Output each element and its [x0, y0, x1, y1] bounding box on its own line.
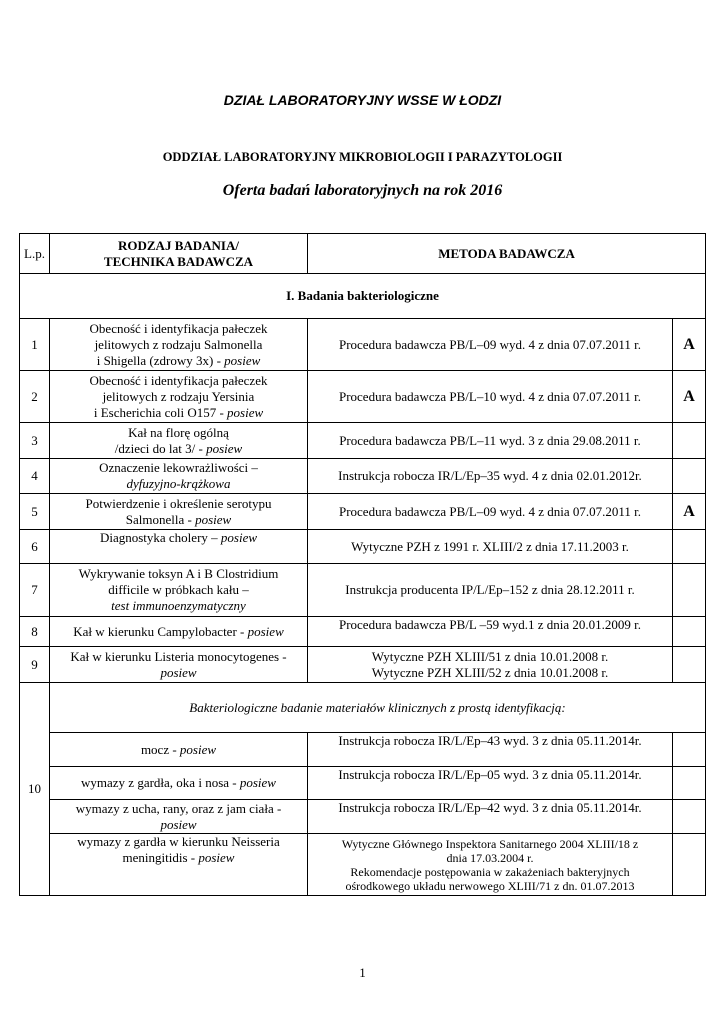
col-type-header [50, 234, 308, 274]
row-type [50, 530, 308, 564]
row-lp: 5 [20, 494, 50, 530]
row-lp: 9 [20, 647, 50, 683]
row-type [50, 564, 308, 617]
row-type-italic: posiew [160, 816, 197, 832]
row-lp: 2 [20, 371, 50, 423]
row-type-italic: posiew [224, 352, 261, 368]
row-method: Instrukcja robocza IR/L/Ep–05 wyd. 3 z dnia 05.11.2014r. [308, 767, 673, 800]
accreditation-mark [673, 800, 706, 834]
page-number: 1 [359, 965, 366, 980]
table-row [20, 564, 706, 617]
row-type-text: Kał w kierunku Campylobacter - [73, 623, 248, 639]
row-type-line: Kał na florę ogólną [128, 424, 229, 440]
table-row [20, 423, 706, 459]
row-method: Wytyczne PZH z 1991 r. XLIII/2 z dnia 17.11.2003 r. [308, 530, 673, 564]
group-title-row [20, 683, 706, 733]
row-type-line: wymazy z gardła w kierunku Neisseria [77, 834, 280, 849]
col-lp-header: L.p. [20, 234, 50, 274]
row-method-line: Wytyczne Głównego Inspektora Sanitarnego 2004 XLIII/18 z [341, 836, 639, 851]
table-row [20, 733, 706, 767]
row-method: Procedura badawcza PB/L–11 wyd. 3 z dnia 29.08.2011 r. [308, 423, 673, 459]
row-lp: 1 [20, 319, 50, 371]
row-type-line: Oznaczenie lekowrażliwości – [99, 460, 258, 475]
accreditation-mark [673, 834, 706, 896]
table-row [20, 319, 706, 371]
row-lp: 7 [20, 564, 50, 617]
col-type-line-1: RODZAJ BADANIA/ [118, 237, 239, 253]
row-type-italic: test immunoenzymatyczny [111, 598, 246, 613]
accreditation-mark: A [673, 319, 706, 371]
row-type [50, 834, 308, 896]
row-type [50, 371, 308, 423]
table-row [20, 494, 706, 530]
row-type-line: Obecność i identyfikacja pałeczek [89, 372, 268, 388]
accreditation-mark [673, 564, 706, 617]
row-type-text: meningitidis - [122, 850, 199, 865]
row-type [50, 647, 308, 683]
row-type [50, 617, 308, 647]
row-type-italic: posiew [198, 850, 235, 865]
row-method: Instrukcja robocza IR/L/Ep–42 wyd. 3 z dnia 05.11.2014r. [308, 800, 673, 834]
row-type-text: i Escherichia coli O157 - [93, 404, 228, 420]
row-type [50, 767, 308, 800]
row-type-italic: posiew [179, 741, 217, 757]
row-type [50, 800, 308, 834]
row-method: Procedura badawcza PB/L –59 wyd.1 z dnia 20.01.2009 r. [308, 617, 673, 647]
row-type-line: difficile w próbkach kału – [108, 582, 249, 597]
accreditation-mark: A [673, 371, 706, 423]
row-method: Procedura badawcza PB/L–09 wyd. 4 z dnia 07.07.2011 r. [308, 494, 673, 530]
accreditation-mark [673, 647, 706, 683]
accreditation-mark [673, 530, 706, 564]
col-type-line-2: TECHNIKA BADAWCZA [103, 253, 254, 269]
row-type-line: Potwierdzenie i określenie serotypu [85, 495, 272, 511]
row-type-line: jelitowych z rodzaju Yersinia [102, 388, 255, 404]
accreditation-mark [673, 617, 706, 647]
row-type-italic: posiew [195, 511, 232, 527]
row-type-line [53, 624, 304, 640]
group-title: Bakteriologiczne badanie materiałów klinicznych z prostą identyfikacją: [50, 683, 706, 733]
row-lp: 6 [20, 530, 50, 564]
section-title: I. Badania bakteriologiczne [20, 274, 706, 319]
accreditation-mark [673, 459, 706, 494]
table-row [20, 767, 706, 800]
row-type [50, 733, 308, 767]
row-method: Instrukcja producenta IP/L/Ep–152 z dnia 28.12.2011 r. [308, 564, 673, 617]
offer-title: Oferta badań laboratoryjnych na rok 2016 [222, 182, 503, 199]
row-type-italic: posiew [247, 623, 284, 639]
accreditation-mark [673, 733, 706, 767]
row-method-line: Wytyczne PZH XLIII/52 z dnia 10.01.2008 r. [371, 664, 609, 680]
row-type-line [53, 441, 304, 457]
row-type-italic: posiew [206, 440, 243, 456]
table-row [20, 800, 706, 834]
row-type-line [53, 405, 304, 421]
row-method [308, 647, 673, 683]
accreditation-mark [673, 767, 706, 800]
row-type-italic: posiew [239, 775, 276, 790]
row-method: Instrukcja robocza IR/L/Ep–43 wyd. 3 z dnia 05.11.2014r. [308, 733, 673, 767]
row-type-italic: dyfuzyjno-krążkowa [126, 476, 231, 491]
row-method-line: ośrodkowego układu nerwowego XLIII/71 z dn. 01.07.2013 [345, 878, 635, 893]
section-row [20, 274, 706, 319]
row-type-line: Kał w kierunku Listeria monocytogenes - [70, 648, 287, 664]
row-method: Procedura badawcza PB/L–09 wyd. 4 z dnia 07.07.2011 r. [308, 319, 673, 371]
row-type-italic: posiew [160, 664, 197, 680]
row-lp: 10 [20, 683, 50, 896]
offer-table [19, 233, 706, 896]
row-type-text: Diagnostyka cholery – [99, 530, 221, 545]
table-header-row [20, 234, 706, 274]
row-method-line: Rekomendacje postępowania w zakażeniach bakteryjnych [350, 864, 630, 879]
row-type-text: Salmonella - [125, 511, 196, 527]
row-type-text: wymazy z gardła, oka i nosa - [81, 775, 240, 790]
row-type-line: wymazy z ucha, rany, oraz z jam ciała - [75, 800, 282, 816]
row-type-italic: posiew [220, 530, 258, 545]
row-method [308, 834, 673, 896]
row-type [50, 319, 308, 371]
row-type-italic: posiew [227, 404, 264, 420]
table-row [20, 617, 706, 647]
department-title: DZIAŁ LABORATORYJNY WSSE W ŁODZI [223, 92, 502, 108]
row-type-line [53, 512, 304, 528]
row-lp: 4 [20, 459, 50, 494]
row-type-line [53, 530, 304, 546]
row-method-line: dnia 17.03.2004 r. [446, 850, 534, 865]
row-method: Procedura badawcza PB/L–10 wyd. 4 z dnia 07.07.2011 r. [308, 371, 673, 423]
row-lp: 8 [20, 617, 50, 647]
row-lp: 3 [20, 423, 50, 459]
row-type [50, 459, 308, 494]
row-type-line: Wykrywanie toksyn A i B Clostridium [78, 566, 279, 581]
row-type [50, 494, 308, 530]
accreditation-mark: A [673, 494, 706, 530]
table-row [20, 834, 706, 896]
row-method: Instrukcja robocza IR/L/Ep–35 wyd. 4 z dnia 02.01.2012r. [308, 459, 673, 494]
row-type [50, 423, 308, 459]
row-type-text: mocz - [140, 741, 180, 757]
row-type-line [53, 850, 304, 866]
col-method-header: METODA BADAWCZA [308, 234, 706, 274]
row-method-line: Wytyczne PZH XLIII/51 z dnia 10.01.2008 r. [371, 648, 609, 664]
row-type-line: jelitowych z rodzaju Salmonella [94, 336, 263, 352]
row-type-line: Obecność i identyfikacja pałeczek [89, 320, 268, 336]
accreditation-mark [673, 423, 706, 459]
row-type-line [53, 353, 304, 369]
row-type-text: i Shigella (zdrowy 3x) - [96, 352, 225, 368]
table-row [20, 647, 706, 683]
table-row [20, 371, 706, 423]
table-row [20, 530, 706, 564]
unit-title: ODDZIAŁ LABORATORYJNY MIKROBIOLOGII I PARAZYTOLOGII [162, 150, 563, 164]
table-row [20, 459, 706, 494]
row-type-text: /dzieci do lat 3/ - [114, 440, 207, 456]
